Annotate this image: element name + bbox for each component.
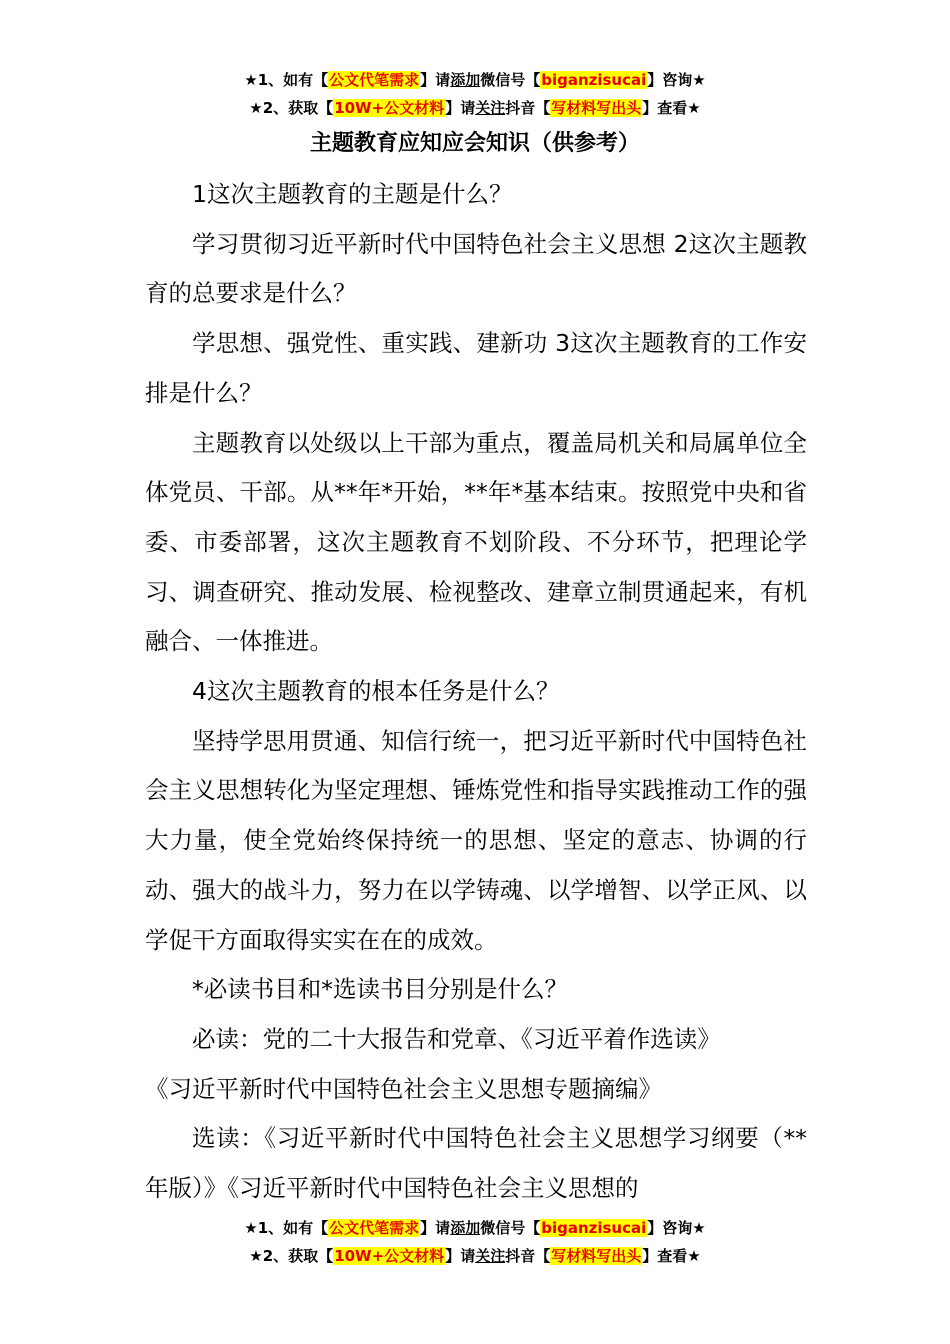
- paragraph-required-reading: 必读：党的二十大报告和党章、《习近平着作选读》: [192, 1024, 721, 1053]
- paragraph-q5: *必读书目和*选读书目分别是什么？: [192, 975, 568, 1004]
- banner-underlined: 添加: [450, 1219, 481, 1237]
- banner-text: ★1、如有【: [244, 1219, 329, 1237]
- banner-highlight: biganzisucai: [541, 1219, 647, 1237]
- banner-highlight: 10W+公文材料: [334, 1247, 445, 1265]
- banner-underlined: 关注: [475, 99, 506, 117]
- banner-line-2: [0, 1242, 950, 1270]
- paragraph-q4: 4这次主题教育的根本任务是什么？: [192, 677, 560, 706]
- banner-highlight: 公文代笔需求: [329, 71, 420, 89]
- banner-text: 抖音【: [505, 1247, 551, 1265]
- banner-text: 】咨询★: [647, 71, 706, 89]
- banner-text: 】请: [445, 99, 476, 117]
- banner-text: ★1、如有【: [244, 71, 329, 89]
- banner-text: 】咨询★: [647, 1219, 706, 1237]
- banner-text: 】请: [445, 1247, 476, 1265]
- paragraph-q1: 1这次主题教育的主题是什么？: [192, 180, 513, 208]
- banner-highlight: 写材料写出头: [551, 1247, 642, 1265]
- banner-text: ★2、获取【: [249, 1247, 334, 1265]
- banner-underlined: 添加: [450, 71, 481, 89]
- paragraph-required-reading-cont: 《习近平新时代中国特色社会主义思想专题摘编》: [145, 1074, 662, 1103]
- banner-underlined: 关注: [475, 1247, 506, 1265]
- document-title: 主题教育应知应会知识（供参考）: [309, 131, 640, 156]
- paragraph-a1: 学习贯彻习近平新时代中国特色社会主义思想 2这次主题教育的总要求是什么？: [145, 229, 807, 308]
- paragraph-optional-reading: 选读：《习近平新时代中国特色社会主义思想学习纲要（**年版）》《习近平新时代中国特色社会主义思想的: [145, 1124, 807, 1203]
- banner-highlight: biganzisucai: [541, 71, 647, 89]
- banner-text: 】请: [420, 71, 451, 89]
- footer-banner: [0, 1214, 950, 1270]
- banner-text: 】查看★: [642, 99, 701, 117]
- banner-text: 】查看★: [642, 1247, 701, 1265]
- banner-text: ★2、获取【: [249, 99, 334, 117]
- banner-line-1: [0, 66, 950, 94]
- paragraph-a3: 主题教育以处级以上干部为重点，覆盖局机关和局属单位全体党员、干部。从**年*开始，**年*基本结束。按照党中央和省委、市委部署，这次主题教育不划阶段、不分环节，把理论学习、调查研究、推动发展、检视整改、建章立制贯通起来，有机融合、一体推进。: [145, 428, 807, 656]
- banner-highlight: 10W+公文材料: [334, 99, 445, 117]
- banner-highlight: 写材料写出头: [551, 99, 642, 117]
- banner-text: 微信号【: [480, 71, 541, 89]
- banner-text: 微信号【: [480, 1219, 541, 1237]
- document-body: [145, 170, 807, 1214]
- banner-highlight: 公文代笔需求: [329, 1219, 420, 1237]
- banner-text: 抖音【: [505, 99, 551, 117]
- banner-line-2: [0, 94, 950, 122]
- paragraph-a2: 学思想、强党性、重实践、建新功 3这次主题教育的工作安排是什么？: [145, 329, 807, 407]
- header-banner: [0, 66, 950, 122]
- banner-text: 】请: [420, 1219, 451, 1237]
- banner-line-1: [0, 1214, 950, 1242]
- paragraph-a4: 坚持学思用贯通、知信行统一，把习近平新时代中国特色社会主义思想转化为坚定理想、锤炼党性和指导实践推动工作的强大力量，使全党始终保持统一的思想、坚定的意志、协调的行动、强大的战斗力，努力在以学铸魂、以学增智、以学正风、以学促干方面取得实实在在的成效。: [145, 726, 807, 954]
